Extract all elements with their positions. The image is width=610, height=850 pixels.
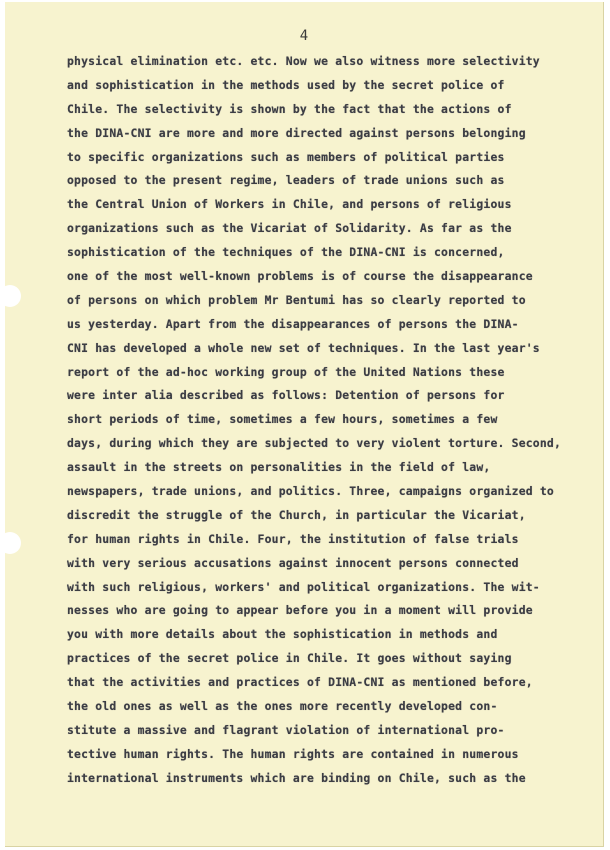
text-line: nesses who are going to appear before you in a moment will provide [67,603,533,618]
page-number: 4 [299,28,309,44]
text-line: Chile. The selectivity is shown by the fact that the actions of [67,101,512,116]
text-line: to specific organizations such as members of political parties [67,149,505,164]
text-line: practices of the secret police in Chile. It goes without saying [67,651,512,666]
text-line: stitute a massive and flagrant violation of international pro- [67,722,505,737]
text-line: organizations such as the Vicariat of Solidarity. As far as the [67,221,512,236]
text-line: CNI has developed a whole new set of techniques. In the last year's [67,340,540,355]
text-line: one of the most well-known problems is of course the disappearance [67,269,533,284]
text-line: for human rights in Chile. Four, the institution of false trials [67,531,519,546]
text-line: of persons on which problem Mr Bentumi has so clearly reported to [67,292,526,307]
text-line: that the activities and practices of DINA-CNI as mentioned before, [67,675,533,690]
text-line: short periods of time, sometimes a few hours, sometimes a few [67,412,498,427]
punch-hole [5,285,21,307]
document-page [5,2,604,847]
text-line: us yesterday. Apart from the disappearances of persons the DINA- [67,316,519,331]
typewritten-body [67,50,597,791]
text-line: the Central Union of Workers in Chile, and persons of religious [67,197,512,212]
text-line: tective human rights. The human rights are contained in numerous [67,746,519,761]
text-line: the DINA-CNI are more and more directed against persons belonging [67,125,526,140]
text-line: report of the ad-hoc working group of the United Nations these [67,364,505,379]
punch-hole [5,532,21,554]
text-line: and sophistication in the methods used by the secret police of [67,77,505,92]
text-line: the old ones as well as the ones more recently developed con- [67,699,498,714]
text-line: you with more details about the sophistication in methods and [67,627,498,642]
text-line: were inter alia described as follows: Detention of persons for [67,388,505,403]
text-line: newspapers, trade unions, and politics. Three, campaigns organized to [67,484,554,499]
text-line: international instruments which are binding on Chile, such as the [67,770,526,785]
text-line: sophistication of the techniques of the DINA-CNI is concerned, [67,245,505,260]
text-line: opposed to the present regime, leaders of trade unions such as [67,173,505,188]
text-line: physical elimination etc. etc. Now we also witness more selectivity [67,54,540,68]
text-line: days, during which they are subjected to very violent torture. Second, [67,436,562,451]
text-line: discredit the struggle of the Church, in particular the Vicariat, [67,507,526,522]
text-line: with very serious accusations against innocent persons connected [67,555,519,570]
text-line: assault in the streets on personalities in the field of law, [67,460,491,475]
text-line: with such religious, workers' and political organizations. The wit- [67,579,540,594]
